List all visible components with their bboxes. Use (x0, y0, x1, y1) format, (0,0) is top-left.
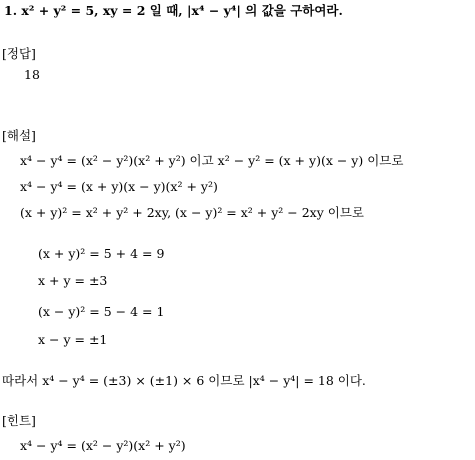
solution-line-3: (x + y)² = x² + y² + 2xy, (x − y)² = x² + y² − 2xy 이므로 (20, 205, 364, 220)
solution-step-3: (x − y)² = 5 − 4 = 1 (38, 304, 165, 319)
problem-statement (4, 3, 343, 19)
problem-text: x² + y² = 5, xy = 2 일 때, |x⁴ − y⁴| 의 값을 구하여라. (21, 3, 343, 18)
hint-label: [힌트] (2, 413, 36, 428)
solution-step-2: x + y = ±3 (38, 273, 108, 288)
solution-step-4: x − y = ±1 (38, 332, 108, 347)
answer-label: [정답] (2, 46, 36, 61)
solution-line-2: x⁴ − y⁴ = (x + y)(x − y)(x² + y²) (20, 179, 218, 194)
solution-line-1: x⁴ − y⁴ = (x² − y²)(x² + y²) 이고 x² − y² = (x + y)(x − y) 이므로 (20, 153, 404, 168)
problem-number: 1. (4, 3, 18, 18)
solution-step-1: (x + y)² = 5 + 4 = 9 (38, 246, 165, 261)
hint-line: x⁴ − y⁴ = (x² − y²)(x² + y²) (20, 438, 186, 453)
answer-value: 18 (24, 67, 40, 82)
solution-label: [해설] (2, 128, 36, 143)
solution-conclusion: 따라서 x⁴ − y⁴ = (±3) × (±1) × 6 이므로 |x⁴ − y⁴| = 18 이다. (2, 373, 366, 388)
